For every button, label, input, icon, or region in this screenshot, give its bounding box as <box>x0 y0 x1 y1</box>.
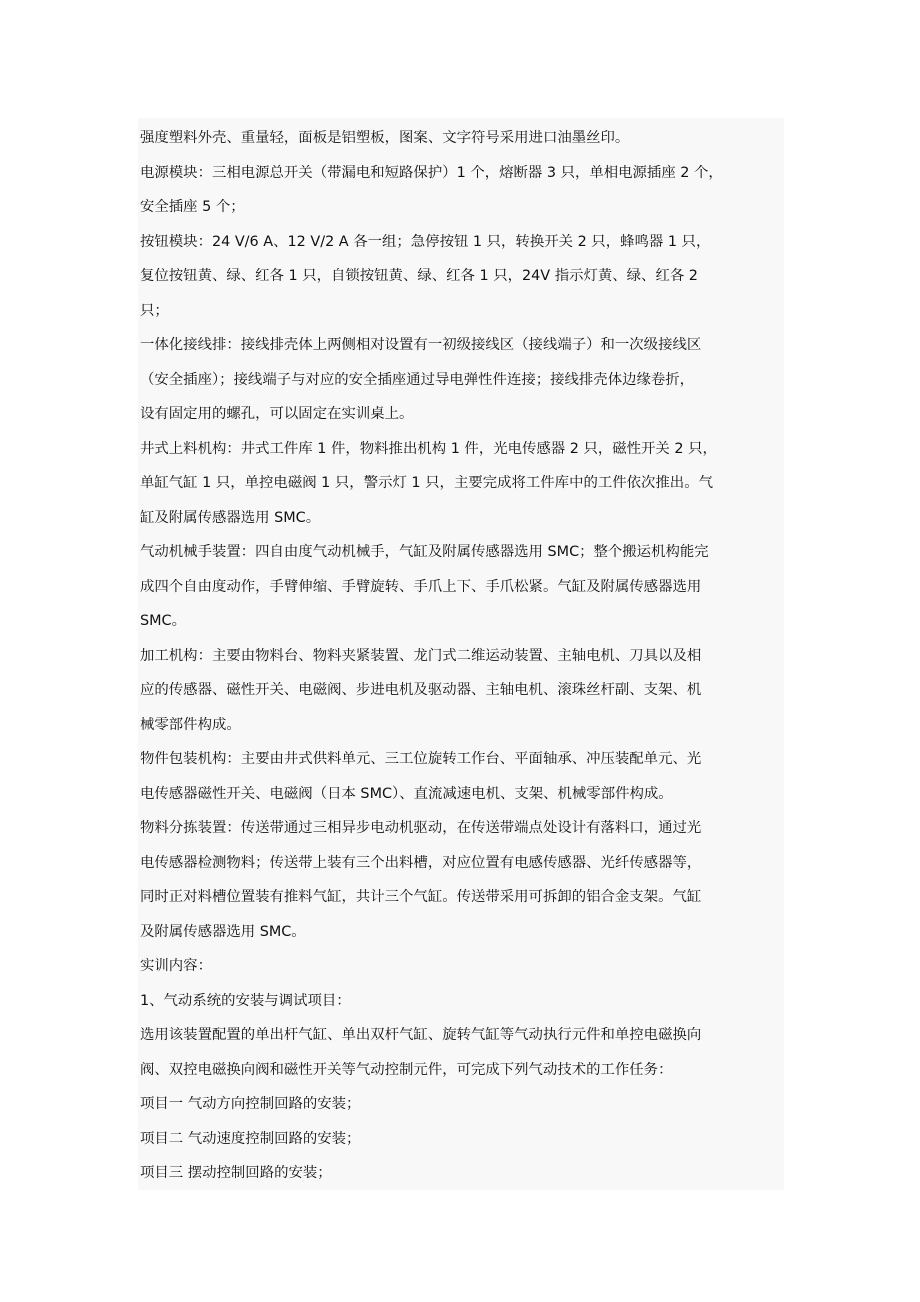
text-line: 气动机械手装置：四自由度气动机械手，气缸及附属传感器选用 SMC；整个搬运机构能完 <box>140 544 709 560</box>
text-line: 电传感器检测物料；传送带上装有三个出料槽，对应位置有电感传感器、光纤传感器等， <box>140 854 702 871</box>
text-line: 缸及附属传感器选用 SMC。 <box>140 509 321 526</box>
text-line: 应的传感器、磁性开关、电磁阀、步进电机及驱动器、主轴电机、滚珠丝杆副、支架、机 <box>140 682 702 698</box>
text-line: 一体化接线排：接线排壳体上两侧相对设置有一初级接线区（接线端子）和一次级接线区 <box>140 337 702 353</box>
text-line: SMC。 <box>140 613 186 629</box>
paragraph-machining <box>138 639 784 743</box>
text-line: 单缸气缸 1 只，单控电磁阀 1 只，警示灯 1 只，主要完成将工件库中的工件依次推出。气 <box>140 475 713 491</box>
text-line: 设有固定用的螺孔，可以固定在实训桌上。 <box>140 406 414 422</box>
text-line: 阀、双控电磁换向阀和磁性开关等气动控制元件，可完成下列气动技术的工作任务： <box>140 1061 673 1078</box>
text-line: 同时正对料槽位置装有推料气缸，共计三个气缸。传送带采用可拆卸的铝合金支架。气缸 <box>140 889 702 905</box>
text-line: 项目三 摆动控制回路的安装； <box>140 1165 332 1181</box>
text-line: 项目二 气动速度控制回路的安装； <box>140 1130 361 1147</box>
paragraph-sorting <box>138 811 784 949</box>
text-line: 加工机构：主要由物料台、物料夹紧装置、龙门式二维运动装置、主轴电机、刀具以及相 <box>140 647 702 664</box>
paragraph-project-2 <box>138 1122 784 1157</box>
paragraph-project-3 <box>138 1156 784 1190</box>
text-line: 成四个自由度动作，手臂伸缩、手臂旋转、手爪上下、手爪松紧。气缸及附属传感器选用 <box>140 578 702 595</box>
paragraph-housing <box>138 121 784 156</box>
document-body <box>138 118 784 1190</box>
paragraph-well-feeder <box>138 432 784 536</box>
paragraph-section-1 <box>138 984 784 1019</box>
text-line: 安全插座 5 个； <box>140 199 245 215</box>
text-line: 电传感器磁性开关、电磁阀（日本 SMC）、直流减速电机、支架、机械零部件构成。 <box>140 785 673 802</box>
text-line: 电源模块：三相电源总开关（带漏电和短路保护）1 个，熔断器 3 只，单相电源插座 2 个， <box>140 164 723 181</box>
text-line: 实训内容： <box>140 958 212 974</box>
text-line: 物料分拣装置：传送带通过三相异步电动机驱动，在传送带端点处设计有落料口，通过光 <box>140 820 702 836</box>
text-line: 及附属传感器选用 SMC。 <box>140 923 306 940</box>
text-line: 械零部件构成。 <box>140 716 241 733</box>
paragraph-training-content <box>138 949 784 984</box>
paragraph-pneumatic-tasks <box>138 1018 784 1087</box>
paragraph-pneumatic-manipulator <box>138 535 784 639</box>
text-line: 选用该装置配置的单出杆气缸、单出双杆气缸、旋转气缸等气动执行元件和单控电磁换向 <box>140 1027 702 1043</box>
text-line: 只； <box>140 302 169 319</box>
text-line: 1、气动系统的安装与调试项目： <box>140 992 351 1009</box>
text-line: （安全插座）；接线端子与对应的安全插座通过导电弹性件连接；接线排壳体边缘卷折， <box>140 371 695 388</box>
text-line: 强度塑料外壳、重量轻，面板是铝塑板，图案、文字符号采用进口油墨丝印。 <box>140 130 630 146</box>
text-line: 复位按钮黄、绿、红各 1 只，自锁按钮黄、绿、红各 1 只，24V 指示灯黄、绿、红各 2 <box>140 268 698 284</box>
paragraph-power-module <box>138 156 784 225</box>
paragraph-terminal-strip <box>138 328 784 432</box>
text-line: 按钮模块：24 V/6 A、12 V/2 A 各一组；急停按钮 1 只，转换开关 2 只，蜂鸣器 1 只， <box>140 233 711 250</box>
text-line: 项目一 气动方向控制回路的安装； <box>140 1096 361 1112</box>
paragraph-packaging <box>138 742 784 811</box>
text-line: 物件包装机构：主要由井式供料单元、三工位旋转工作台、平面轴承、冲压装配单元、光 <box>140 751 702 767</box>
text-line: 井式上料机构：井式工件库 1 件，物料推出机构 1 件，光电传感器 2 只，磁性开关 2 只， <box>140 440 717 457</box>
paragraph-button-module <box>138 225 784 329</box>
paragraph-project-1 <box>138 1087 784 1122</box>
